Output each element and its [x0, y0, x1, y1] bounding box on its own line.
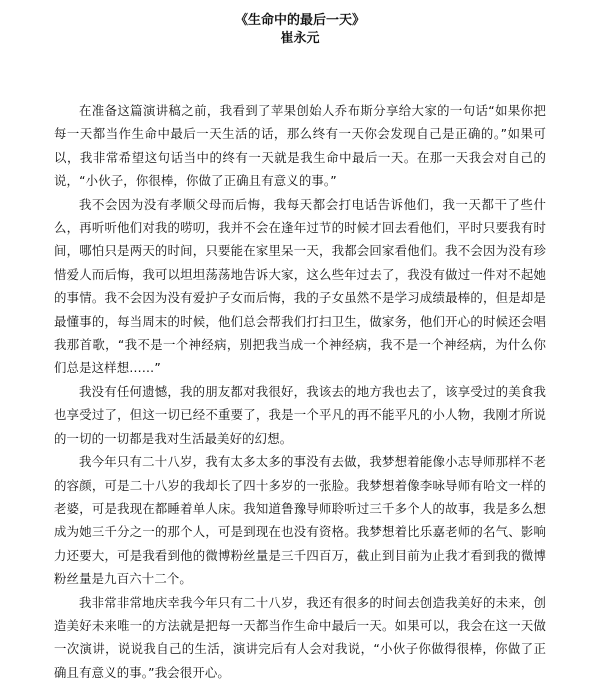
- document-body: [54, 99, 546, 684]
- document-author: 崔永元: [280, 31, 320, 46]
- paragraph-5: 我非常非常地庆幸我今年只有二十八岁，我还有很多的时间去创造我美好的未来，创造美好未来唯一的方法就是把每一天都当作生命中最后一天。如果可以，我会在这一天做一次演讲，说说我自己的生活，演讲完后有人会对我说，“小伙子你做得很棒，你做了正确且有意义的事。”我会很开心。: [54, 594, 546, 680]
- paragraph-2: 我不会因为没有孝顺父母而后悔，我每天都会打电话告诉他们，我一天都干了些什么，再听听他们对我的唠叨，我并不会在逢年过节的时候才回去看他们，平时只要我有时间，哪怕只是两天的时间，只要能在家里呆一天，我都会回家看他们。我不会因为没有珍惜爱人而后悔，我可以坦坦荡荡地告诉大家，这么些年过去了，我没有做过一件对不起她的事情。我不会因为没有爱护子女而后悔，我的子女虽然不是学习成绩最棒的，但是却是最懂事的，每当周末的时候，他们总会帮我们打扫卫生，做家务，他们开心的时候还会唱我那首歌，“我不是一个神经病，别把我当成一个神经病，我不是一个神经病，为什么你们总是这样想……”: [54, 196, 546, 376]
- document-title: 《生命中的最后一天》: [234, 13, 365, 28]
- paragraph-4: 我今年只有二十八岁，我有太多太多的事没有去做，我梦想着能像小志导师那样不老的容颜，可是二十八岁的我却长了四十多岁的一张脸。我梦想着像李咏导师有哈文一样的老婆，可是我现在都睡着单人床。我知道鲁豫导师聆听过三千多个人的故事，我是多么想成为她三千分之一的那个人，可是到现在也没有资格。我梦想着比乐嘉老师的名气、影响力还要大，可是我看到他的微博粉丝量是三千四百万，截止到目前为止我才看到我的微博粉丝量是九百六十二个。: [54, 454, 546, 587]
- paragraph-3: 我没有任何遗憾，我的朋友都对我很好，我该去的地方我也去了，该享受过的美食我也享受过了，但这一切已经不重要了，我是一个平凡的再不能平凡的小人物，我刚才所说的一切的一切都是我对生活最美好的幻想。: [54, 383, 546, 446]
- paragraph-1: 在准备这篇演讲稿之前，我看到了苹果创始人乔布斯分享给大家的一句话“如果你把每一天都当作生命中最后一天生活的话，那么终有一天你会发现自己是正确的。”如果可以，我非常希望这句话当中的终有一天就是我生命中最后一天。在那一天我会对自己的说，“小伙子，你很棒，你做了正确且有意义的事。”: [54, 103, 546, 189]
